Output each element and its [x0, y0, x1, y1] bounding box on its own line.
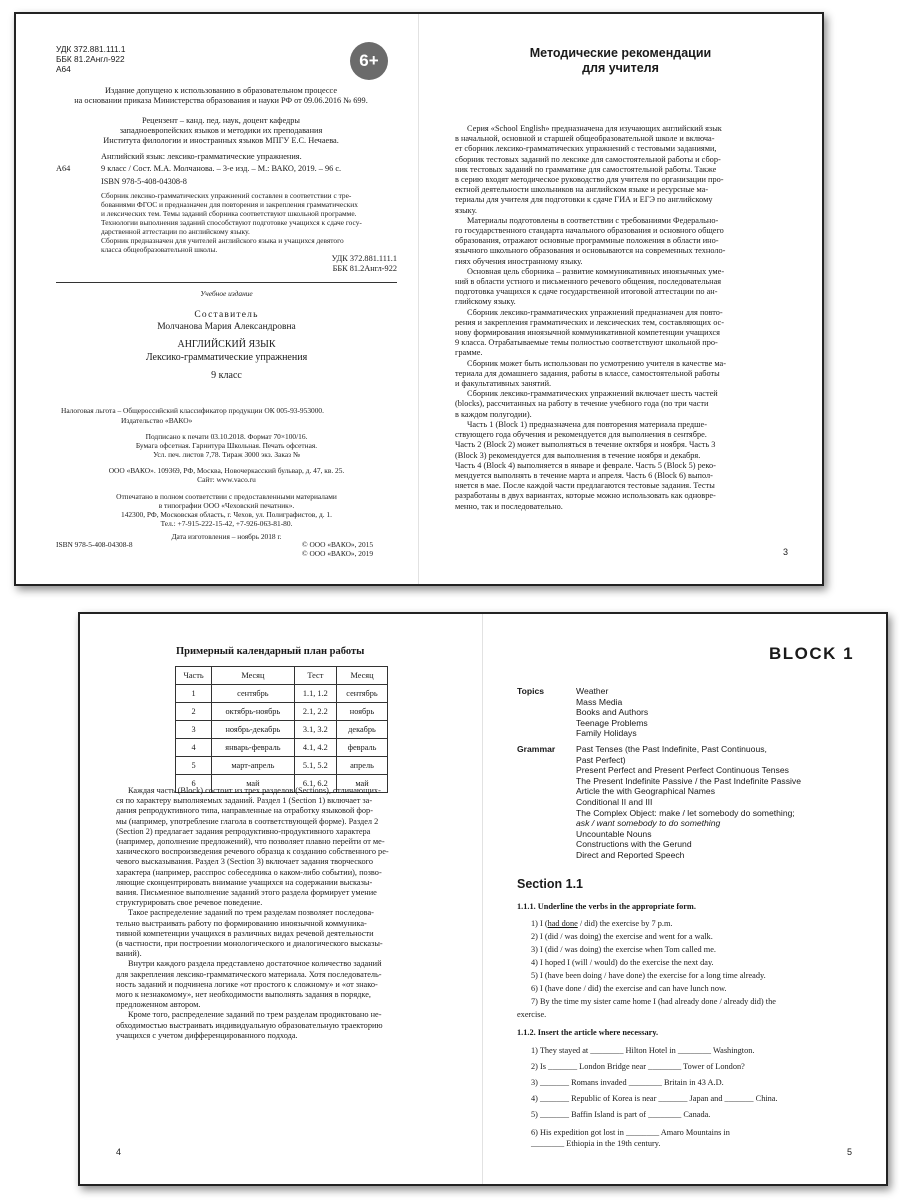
topic-item: Teenage Problems — [576, 717, 648, 728]
table-cell: ноябрь — [337, 703, 388, 721]
bottom-spread — [78, 612, 888, 1186]
paragraph-line: Сборник лексико-грамматических упражнений включает шесть частей — [467, 389, 718, 399]
paragraph-line: Каждая часть (Block) состоит из трех разделов (Sections), отличающих- — [128, 786, 381, 795]
compiler-label: Составитель — [194, 310, 259, 320]
table-cell: май — [212, 775, 295, 793]
grammar-list — [576, 744, 801, 861]
paragraph-line: няется в мае. После каждой части предлагаются тестовые задания. Тесты — [455, 481, 715, 491]
copyright-line: © ООО «ВАКО», 2019 — [302, 549, 374, 558]
table-cell: 6 — [176, 775, 212, 793]
paragraph-line: чевого высказывания. Раздел 3 (Section 3) включает задания творческого — [116, 857, 373, 867]
print-info-line: Усл. печ. листов 7,78. Тираж 3000 экз. Заказ № — [153, 450, 300, 459]
approval-line: на основании приказа Министерства образования и науки РФ от 09.06.2016 № 699. — [74, 96, 368, 106]
paragraph-line: для закрепления лексико-грамматического материала. Хотя последователь- — [116, 969, 382, 979]
compiler-name: Молчанова Мария Александровна — [157, 322, 296, 332]
topic-item: Family Holidays — [576, 728, 637, 739]
approval-note — [46, 86, 396, 106]
table-cell: октябрь-ноябрь — [212, 703, 295, 721]
calendar-body — [116, 786, 452, 1041]
table-cell: 3.1, 3.2 — [294, 721, 336, 739]
table-cell: сентябрь — [212, 685, 295, 703]
grammar-item: Uncountable Nouns — [576, 828, 652, 839]
methodology-heading: Методические рекомендации — [529, 46, 712, 60]
grammar-item: Past Perfect) — [576, 754, 626, 765]
exercise-1-items — [517, 917, 857, 1021]
printing-line: 142300, РФ, Московская область, г. Чехов, ул. Полиграфистов, д. 1. — [121, 510, 332, 519]
paragraph-line: ханического воспроизведения речевого образца к созданию собственного ре- — [116, 847, 389, 857]
table-row — [176, 721, 388, 739]
reviewer-line: Института филологии и иностранных языков МПГУ Е.С. Нечаева. — [103, 136, 339, 146]
table-cell: 5 — [176, 757, 212, 775]
paragraph-line: мого к незнакомому», нет необходимости выполнять задания в порядке, — [116, 990, 371, 1000]
table-row — [176, 757, 388, 775]
exercise-item: 6) His expedition got lost in ________ Amaro Mountains in — [531, 1128, 730, 1137]
paragraph-line: ствующего года обучения и рекомендуется для выполнения в сентябре. — [455, 430, 707, 440]
paragraph-line: структурировать свое речевое поведение. — [116, 898, 263, 908]
topics-list — [576, 686, 648, 739]
paragraph-line: предложенном автором. — [116, 1000, 201, 1010]
page-number: 5 — [847, 1147, 853, 1157]
paragraph-line: (blocks), рассчитанных на работу в течение учебного года (по три части — [455, 399, 709, 409]
top-spread — [14, 12, 824, 586]
page-number: 3 — [783, 547, 789, 557]
annotation-line: бованиями ФГОС и предназначен для повторения и закрепления грамматических — [101, 200, 358, 209]
paragraph-line: ся по характеру выполняемых заданий. Раздел 1 (Section 1) включает за- — [116, 796, 373, 806]
grammar-item: Constructions with the Gerund — [576, 839, 692, 850]
paragraph-line: Часть 1 (Block 1) предназначена для повторения материала предше- — [467, 419, 707, 429]
publisher-address — [56, 466, 397, 484]
paragraph-line: Сборник лексико-грамматических упражнений предназначен для повто- — [467, 307, 723, 317]
print-info — [56, 432, 397, 459]
paragraph-line: тельно выстраивать работу по формированию иноязычной коммуника- — [116, 918, 367, 928]
block-title: BLOCK 1 — [769, 644, 855, 663]
table-header-row — [176, 667, 388, 685]
block1-page — [483, 614, 886, 1184]
reviewer-line: Рецензент – канд. пед. наук, доцент кафедры — [142, 116, 300, 125]
paragraph-line: вания. Письменное выполнение заданий этого раздела формирует умение — [116, 888, 377, 898]
grammar-item: Past Tenses (the Past Indefinite, Past Continuous, — [576, 744, 767, 754]
udk-code: УДК 372.881.111.1 — [56, 44, 126, 54]
table-cell: ноябрь-декабрь — [212, 721, 295, 739]
annotation-line: Технологии выполнения заданий способствуют подготовке учащихся к сдаче госу- — [101, 218, 362, 227]
exercise-item: 6) I (have done / did) the exercise and can have lunch now. — [531, 984, 727, 993]
table-cell: апрель — [337, 757, 388, 775]
age-rating-badge: 6+ — [350, 42, 388, 80]
paragraph-line: язычного школьного образования и основываются на современных техноло- — [455, 246, 726, 256]
paragraph-line: го государственного стандарта начального образования и основного общего — [455, 226, 724, 236]
paragraph-line: и факультативных занятий. — [455, 379, 552, 389]
paragraph-line: в серию входят методическое руководство для учителя по организации про- — [455, 175, 724, 185]
column-header: Месяц — [337, 667, 388, 685]
paragraph-line: рения и закрепления грамматических и лексических тем, составляющих ос- — [455, 317, 724, 327]
underlined-answer: had done — [547, 919, 578, 928]
paragraph-line: дания репродуктивного типа, направленные на отработку языковой фор- — [116, 806, 373, 816]
table-row — [176, 703, 388, 721]
grammar-item: Article the with Geographical Names — [576, 786, 715, 797]
column-header: Тест — [294, 667, 336, 685]
paragraph-line: ник тестовых заданий по грамматике для самостоятельной работы. Также — [455, 164, 717, 174]
printing-house — [56, 492, 397, 541]
table-cell: 4 — [176, 739, 212, 757]
methodology-body — [455, 124, 791, 512]
table-cell: сентябрь — [337, 685, 388, 703]
table-cell: март-апрель — [212, 757, 295, 775]
annotation-line: класса общеобразовательной школы. — [101, 245, 218, 254]
paragraph-line: языку. — [455, 205, 477, 215]
paragraph-line: (например, дополнение предложений), что позволяет плавно перейти от ме- — [116, 837, 385, 847]
paragraph-line: мендуется выполнять в течение марта и апреля. Часть 6 (Block 6) выпол- — [455, 470, 713, 480]
paragraph-line: разработаны в двух вариантах, которые можно использовать как одновре- — [455, 491, 716, 501]
section-title: Section 1.1 — [517, 877, 583, 891]
paragraph-line: ляющие сконцентрировать внимание учащихся на содержании высказы- — [116, 877, 373, 887]
reviewer-line: западноевропейских языков и методики их преподавания — [119, 126, 323, 136]
exercise-item: ________ Ethiopia in the 19th century. — [531, 1139, 661, 1148]
calendar-title: Примерный календарный план работы — [176, 646, 365, 657]
exercise-item: 2) Is _______ London Bridge near ________ Tower of London? — [531, 1062, 745, 1071]
annotation-line: и лексических тем. Темы заданий сборника соответствуют школьной программе. — [101, 209, 357, 218]
grammar-label: Grammar — [517, 744, 556, 754]
exercise-item: 2) I (did / was doing) the exercise and went for a walk. — [531, 932, 713, 941]
isbn-bottom: ISBN 978-5-408-04308-8 — [56, 540, 133, 549]
table-row — [176, 685, 388, 703]
paragraph-line: характера (например, расспрос собеседника о каком-либо событии), позво- — [116, 867, 382, 877]
paragraph-line: ний в области устного и письменного речевого общения, последовательная — [455, 277, 722, 287]
paragraph-line: ектной деятельности школьников на английском языке и ресурсные ма- — [455, 185, 709, 195]
exercise-item: 3) _______ Romans invaded ________ Britain in 43 A.D. — [531, 1078, 724, 1087]
paragraph-line: сборник тестовых заданий по лексике для самостоятельной работы и сбор- — [455, 154, 721, 164]
paragraph-line: обходимостью выстраивать индивидуальную образовательную траекторию — [116, 1020, 383, 1030]
grammar-item: ask / want somebody to do something — [576, 818, 721, 829]
paragraph-line: ность заданий и подчинена логике «от простого к сложному» и «от знако- — [116, 979, 378, 989]
paragraph-line: тивной компетенции учащихся в различных видах речевой деятельности — [116, 928, 374, 938]
topic-item: Books and Authors — [576, 707, 649, 718]
paragraph-line: Такое распределение заданий по трем разделам позволяет последова- — [128, 908, 374, 918]
paragraph-line: гиях обучения иностранному языку. — [455, 256, 583, 266]
address-line: ООО «ВАКО». 109369, РФ, Москва, Новочеркасский бульвар, д. 47, кв. 25. — [108, 466, 345, 475]
paragraph-line: (Block 3) рекомендуется для выполнения в течение ноября и декабря. — [455, 450, 701, 460]
calendar-page — [80, 614, 483, 1184]
table-cell: 3 — [176, 721, 212, 739]
annotation-line: Сборник лексико-грамматических упражнений составлен в соответствии с тре- — [101, 191, 352, 200]
exercise-1-title: 1.1.1. Underline the verbs in the appropriate form. — [517, 902, 696, 911]
exercise-item: exercise. — [517, 1010, 547, 1019]
paragraph-line: ваний). — [116, 949, 142, 959]
grammar-item: Present Perfect and Present Perfect Continuous Tenses — [576, 765, 789, 776]
printing-line: Тел.: +7-915-222-15-42, +7-926-063-81-80. — [160, 519, 293, 528]
exercise-item: 1) I (had done / did) the exercise by 7 p.m. — [531, 919, 673, 928]
column-header: Часть — [176, 667, 212, 685]
paragraph-line: мы (например, употребление глагола в соответствующей форме). Раздел 2 — [116, 816, 379, 826]
paragraph-line: нову формирования иноязычной коммуникативной компетенции учащихся — [455, 328, 721, 338]
exercise-item: 5) I (have been doing / have done) the exercise for a long time already. — [531, 971, 766, 980]
exercise-item: 4) _______ Republic of Korea is near _______ Japan and _______ China. — [531, 1094, 778, 1103]
table-cell: 1.1, 1.2 — [294, 685, 336, 703]
methodology-page — [419, 14, 822, 584]
catalog-code: А64 — [56, 164, 71, 173]
reviewer-block — [46, 116, 396, 147]
printing-line: в типографии ООО «Чеховский печатник». — [158, 501, 295, 510]
topic-item: Weather — [576, 686, 609, 696]
table-cell: 5.1, 5.2 — [294, 757, 336, 775]
table-cell: декабрь — [337, 721, 388, 739]
grammar-item: The Present Indefinite Passive / the Past Indefinite Passive — [576, 775, 801, 786]
paragraph-line: (Section 2) предлагает задания репродуктивно-продуктивного характера — [116, 826, 371, 836]
paragraph-line: подготовка учащихся к сдаче государственной итоговой аттестации по ан- — [455, 287, 718, 297]
address-line: Сайт: www.vaco.ru — [197, 475, 256, 484]
paragraph-line: в начальной, основной и старшей общеобразовательной школе и включа- — [455, 134, 715, 144]
paragraph-line: учащихся с учетом дифференцированного подхода. — [116, 1030, 298, 1040]
print-info-line: Бумага офсетная. Гарнитура Школьная. Печать офсетная. — [135, 441, 318, 450]
annotation — [101, 191, 362, 254]
paragraph-line: (в частности, при построении монологического и диалогического высказы- — [116, 939, 383, 949]
topics-label: Topics — [517, 686, 545, 696]
printing-line: Дата изготовления – ноябрь 2018 г. — [171, 532, 282, 541]
exercise-item: 1) They stayed at ________ Hilton Hotel in ________ Washington. — [531, 1046, 755, 1055]
table-cell: 6.1, 6.2 — [294, 775, 336, 793]
catalog-line: 9 класс / Сост. М.А. Молчанова. – 3-е изд. – М.: ВАКО, 2019. – 96 с. — [101, 164, 342, 173]
grammar-item: The Complex Object: make / let somebody do something; — [576, 807, 795, 818]
exercise-item: 5) _______ Baffin Island is part of ________ Canada. — [531, 1110, 711, 1119]
paragraph-line: в каждом полугодии). — [455, 409, 532, 419]
exercise-item: 4) I hoped I (will / would) do the exercise the next day. — [531, 958, 714, 967]
edition-type: Учебное издание — [200, 289, 253, 298]
paragraph-line: Часть 2 (Block 2) может выполняться в течение октября и ноября. Часть 3 — [455, 440, 716, 450]
paragraph-line: Материалы подготовлены в соответствии с требованиями Федерально- — [467, 215, 719, 225]
topic-item: Mass Media — [576, 696, 623, 707]
paragraph-line: грамме. — [455, 348, 483, 358]
paragraph-line: териалы для учителя для подготовки к сдаче ГИА и ЕГЭ по английскому — [455, 195, 713, 205]
print-info-line: Подписано к печати 03.10.2018. Формат 70×100/16. — [145, 432, 308, 441]
column-header: Месяц — [212, 667, 295, 685]
paragraph-line: териала для домашнего задания, работы в классе, самостоятельной работы — [455, 368, 720, 378]
table-cell: 1 — [176, 685, 212, 703]
paragraph-line: ет сборник лексико-грамматических упражнений с тестовыми заданиями, — [455, 144, 717, 154]
grammar-item: Direct and Reported Speech — [576, 849, 685, 860]
exercise-item: 3) I (did / was doing) the exercise when Tom called me. — [531, 945, 716, 954]
paragraph-line: Кроме того, распределение заданий по трем разделам продиктовано не- — [128, 1010, 382, 1020]
page-number: 4 — [116, 1147, 122, 1157]
paragraph-line: образования, отражают основные программные положения в области ино- — [455, 236, 719, 246]
paragraph-line: 9 класса. Отрабатываемые темы полностью соответствуют школьной про- — [455, 338, 718, 348]
paragraph-line: Серия «School English» предназначена для изучающих английский язык — [467, 124, 722, 133]
bbk-repeat: ББК 81.2Англ-922 — [332, 264, 397, 273]
methodology-heading-line2: для учителя — [582, 61, 659, 75]
isbn-line: ISBN 978-5-408-04308-8 — [101, 177, 187, 186]
divider — [56, 282, 397, 283]
bbk-code: ББК 81.2Англ-922 — [56, 54, 125, 64]
annotation-line: Сборник предназначен для учителей английского языка и учащихся девятого — [101, 236, 344, 245]
exercise-2-items — [531, 1043, 857, 1149]
book-grade: 9 класс — [211, 370, 242, 381]
paragraph-line: Внутри каждого раздела представлено достаточное количество заданий — [128, 959, 382, 969]
paragraph-line: Часть 4 (Block 4) выполняется в январе и феврале. Часть 5 (Block 5) реко- — [455, 460, 716, 470]
table-cell: май — [337, 775, 388, 793]
copyright — [302, 540, 373, 558]
udk-repeat: УДК 372.881.111.1 — [331, 254, 397, 263]
table-cell: январь-февраль — [212, 739, 295, 757]
author-mark: А64 — [56, 64, 71, 74]
exercise-item: 7) By the time my sister came home I (had already done / already did) the — [531, 997, 776, 1006]
table-cell: 4.1, 4.2 — [294, 739, 336, 757]
paragraph-line: менно, так и последовательно. — [455, 501, 563, 511]
table-cell: 2 — [176, 703, 212, 721]
grammar-item: Conditional II and III — [576, 796, 653, 807]
printing-line: Отпечатано в полном соответствии с предоставленными материалами — [116, 492, 337, 501]
table-row — [176, 739, 388, 757]
calendar-table — [175, 666, 388, 793]
publisher-name: Издательство «ВАКО» — [121, 416, 193, 425]
approval-line: Издание допущено к использованию в образовательном процессе — [104, 86, 338, 95]
book-title: АНГЛИЙСКИЙ ЯЗЫК — [177, 339, 276, 350]
paragraph-line: глийскому языку. — [455, 297, 516, 307]
exercise-2-title: 1.1.2. Insert the article where necessary. — [517, 1028, 659, 1037]
table-cell: февраль — [337, 739, 388, 757]
copyright-line: © ООО «ВАКО», 2015 — [302, 540, 374, 549]
annotation-line: дарственной аттестации по английскому языку. — [101, 227, 250, 236]
paragraph-line: Сборник может быть использован по усмотрению учителя в качестве ма- — [467, 358, 727, 368]
book-subtitle: Лексико-грамматические упражнения — [145, 352, 308, 363]
catalog-title: Английский язык: лексико-грамматические упражнения. — [101, 152, 302, 161]
tax-note: Налоговая льгота – Общероссийский классификатор продукции ОК 005-93-953000. — [61, 406, 324, 415]
table-cell: 2.1, 2.2 — [294, 703, 336, 721]
imprint-page — [16, 14, 419, 584]
paragraph-line: Основная цель сборника – развитие коммуникативных иноязычных уме- — [467, 266, 725, 276]
